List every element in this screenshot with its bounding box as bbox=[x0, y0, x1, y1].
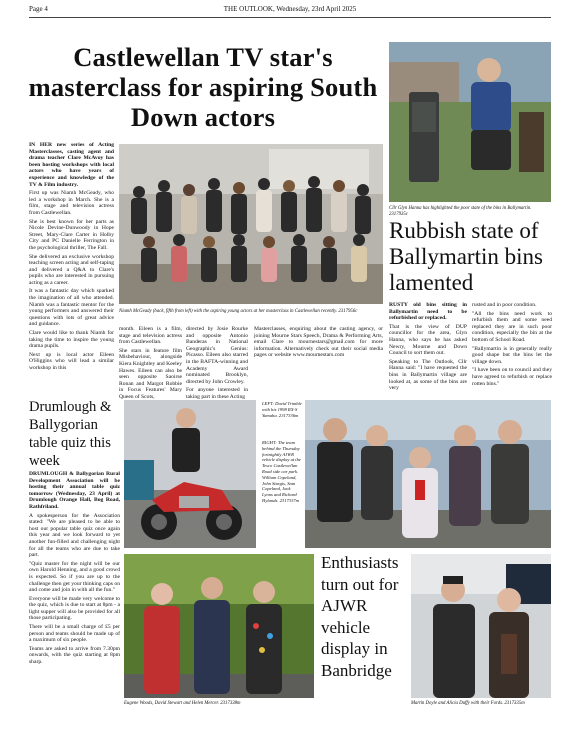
story3-para: There will be a small charge of £5 per person and teams should be made up of a maximum of six people. bbox=[29, 624, 120, 644]
story1-column-3 bbox=[186, 326, 248, 403]
story2-bins-photo bbox=[389, 42, 551, 202]
story2-column-1 bbox=[389, 302, 467, 394]
masthead: THE OUTLOOK, Wednesday, 23rd April 2025 bbox=[223, 5, 357, 13]
story1-para: First up was Niamh McGeady, who led a workshop in March. She is a film, stage and television actress from Castlewellan. bbox=[29, 190, 114, 216]
story1-para: Masterclasses, enquiring about the casting agency, or joining Mourne Stars Speech, Drama & Performing Arts, email Clare to mournestars@gmail.com for more information. Alternatively check out their social media pages or website www.mournestars.com bbox=[254, 326, 383, 359]
story4-pair-photo bbox=[411, 554, 551, 698]
story3-lead: DRUMLOUGH & Ballygorian Rural Development Association will be hosting their annual table quiz tomorrow (Wednesday, 23 April) at Drumlough Orange Hall, Bog Road, Rathfriland. bbox=[29, 471, 120, 510]
story2-para: rusted and in poor condition. bbox=[472, 302, 537, 308]
story1-column-2 bbox=[119, 326, 182, 403]
story1-para: For anyone interested in taking part in these Acting bbox=[186, 387, 248, 400]
story4-motorbike-photo bbox=[124, 400, 256, 548]
story1-para: Next up is local actor Eileen O'Higgins who will lead a similar workshop in this bbox=[29, 351, 114, 371]
story1-lead: IN HER new series of Acting Masterclasses, casting agent and drama teacher Clare McAvoy has been hosting workshops with local actors who have years of experience and knowledge of the TV & Film industry. bbox=[29, 142, 114, 188]
story3-headline: Drumlough & Ballygorian table quiz this week bbox=[29, 399, 112, 469]
story2-para: "Ballymartin is in generally really good shape but the bins let the village down. bbox=[472, 345, 552, 365]
story4-caption-bottom-left: Eugene Woods, David Stewart and Helen Mercer. 2317338m bbox=[124, 701, 241, 706]
story1-group-photo bbox=[119, 144, 383, 304]
story4-caption-right: RIGHT: The team behind the Thursday fortnightly AJWR vehicle display at the Tesco Castlewellan Road side car park. William Copeland, John Sturgis, Sam Copeland, Jack Lyons and Richard Hylands. 2317337m bbox=[262, 440, 301, 503]
story4-caption-left: LEFT: David Trimble with his 1998 RX-S Yamaha. 2317336m bbox=[262, 401, 302, 418]
story3-column bbox=[29, 471, 120, 668]
story2-para: That is the view of DUP councillor for the area, Glyn Hanna, who says he has asked Newry, Mourne and Down Council to sort them out. bbox=[389, 323, 467, 357]
story1-para: She delivered an exclusive workshop teaching screen acting and self-taping and delivered a Q&A to Clare's pupils who are interested in pursuing acting as a career. bbox=[29, 253, 114, 286]
story1-para: She stars in feature film Misbehaviour, alongside Kiera Knightley and Keeley Hawes. Eileen can also be seen opposite Saoirse Ronan and Margot Robbie in Focus Features' Mary Queen of Scots, bbox=[119, 347, 182, 400]
story1-para: month. Eileen is a film, stage and television actress from Castlewellan. bbox=[119, 326, 182, 346]
story4-trio-photo bbox=[124, 554, 314, 698]
story1-headline: Castlewellan TV star's masterclass for aspiring South Down actors bbox=[28, 42, 378, 132]
story1-para: She is best known for her parts as Nicole Devine-Dunwoody in Hope Street, Mary-Clare Carter in Holby City and PC Danielle Ferrington in the psychological thriller, The Fall. bbox=[29, 218, 114, 251]
story4-headline: Enthusiasts turn out for AJWR vehicle display in Banbridge bbox=[321, 553, 399, 680]
page-number: Page 4 bbox=[29, 5, 48, 13]
story4-caption-bottom-right: Martin Doyle and Alicia Duffy with their Fords. 2317335m bbox=[411, 701, 525, 706]
story1-photo-caption: Niamh McGeady (back, fifth from left) with the aspiring young actors at her masterclass in Castlewellan recently. 2317956c bbox=[119, 309, 358, 314]
story3-para: "Quiz master for the night will be our own Harold Henning, and a good crowd is expected. So if you are up to the challenge then get your thinking caps on and come and join in with all the fun." bbox=[29, 560, 120, 594]
page-header bbox=[29, 3, 551, 18]
story3-para: Teams are asked to arrive from 7.30pm onwards, with the quiz starting at 8pm sharp. bbox=[29, 645, 120, 666]
story2-para: "I have been on to council and they have agreed to refurbish or replace rotten bins." bbox=[472, 367, 552, 387]
story1-column-1 bbox=[29, 142, 114, 374]
story1-para: directed by Josie Rourke and opposite Antonio Banderas in National Geographic's Genius: Picasso. Eileen also starred in the BAFTA-winning and Academy Award nominated Brooklyn, directed by John Crowley. bbox=[186, 326, 248, 385]
story1-para: Clare would like to thank Niamh for taking the time to inspire the young drama pupils. bbox=[29, 330, 114, 350]
story2-para: "All the bins need work to refurbish them and some need replaced they are in such poor condition, especially the bin at the bottom of School Road. bbox=[472, 310, 552, 343]
story2-lead: RUSTY old bins sitting in Ballymartin need to be refurbished or replaced. bbox=[389, 302, 467, 322]
story2-column-2 bbox=[472, 302, 552, 389]
story4-team-photo bbox=[305, 400, 551, 548]
story3-para: A spokesperson for the Association stated: "We are pleased to be able to host our popular table quiz once again this year and we look forward to yet another fun-filled and challenging night for all the teams who are due to take part. bbox=[29, 512, 120, 559]
story1-column-4 bbox=[254, 326, 383, 361]
story1-para: It was a fantastic day which sparked the imagination of all who attended. Niamh was a fantastic mentor for the young performers and answered their questions with lots of great advice and guidance. bbox=[29, 288, 114, 328]
story3-para: Everyone will be made very welcome to the quiz, which is due to start at 8pm - a light supper will also be provided for all those participating. bbox=[29, 595, 120, 622]
story2-para: Speaking to The Outlook, Cllr Hanna said: "I have requested the bins in Ballymartin village are looked at, as some of the bins are very bbox=[389, 358, 467, 392]
story2-headline: Rubbish state of Ballymartin bins lamented bbox=[389, 218, 543, 295]
story2-photo-caption: Cllr Glyn Hanna has highlighted the poor state of the bins in Ballymartin. 2317935c bbox=[389, 206, 532, 217]
